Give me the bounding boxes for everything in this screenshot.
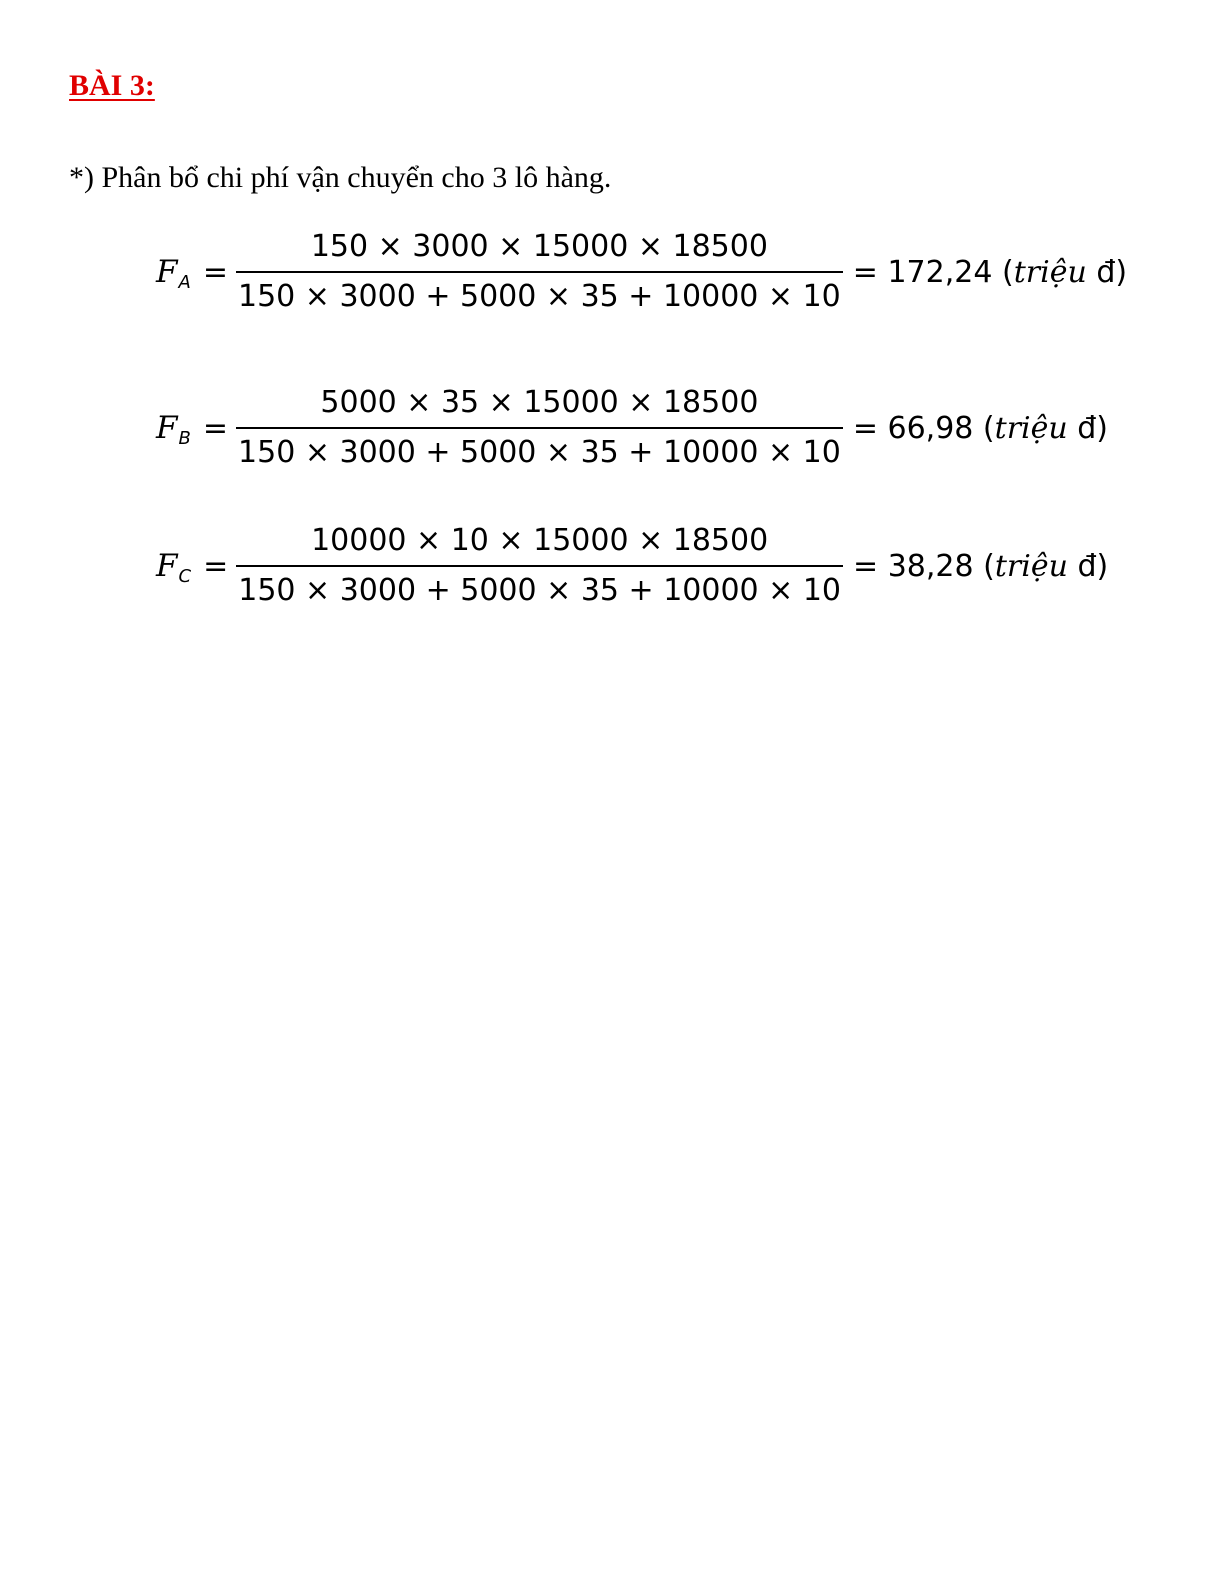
equation-lhs bbox=[156, 548, 192, 587]
fraction bbox=[236, 381, 843, 475]
numerator: 10000 × 10 × 15000 × 18500 bbox=[311, 523, 769, 558]
unit-word: triệu bbox=[994, 548, 1068, 584]
equation-fc bbox=[156, 516, 1108, 616]
fraction-bar bbox=[236, 271, 843, 273]
equation-fa bbox=[156, 222, 1127, 322]
variable: F bbox=[156, 410, 178, 446]
unit-currency: đ) bbox=[1077, 410, 1109, 446]
result-value: = 172,24 bbox=[852, 254, 993, 290]
result bbox=[853, 549, 1108, 584]
variable: F bbox=[156, 254, 178, 290]
numerator: 5000 × 35 × 15000 × 18500 bbox=[320, 385, 759, 420]
equation-fb bbox=[156, 378, 1108, 478]
unit-open: ( bbox=[983, 548, 995, 584]
result bbox=[853, 411, 1108, 446]
section-heading: BÀI 3: bbox=[69, 69, 155, 102]
denominator: 150 × 3000 + 5000 × 35 + 10000 × 10 bbox=[238, 435, 841, 470]
result bbox=[853, 255, 1127, 290]
equals-sign: = bbox=[203, 548, 229, 584]
unit-currency: đ) bbox=[1077, 548, 1109, 584]
variable-subscript: C bbox=[178, 565, 192, 587]
result-value: = 66,98 bbox=[852, 410, 974, 446]
numerator: 150 × 3000 × 15000 × 18500 bbox=[310, 229, 768, 264]
unit-open: ( bbox=[982, 410, 995, 446]
equation-lhs bbox=[156, 410, 191, 449]
unit-word: triệu bbox=[994, 410, 1068, 446]
fraction bbox=[236, 519, 843, 613]
fraction-bar bbox=[236, 565, 843, 567]
equals-sign: = bbox=[202, 254, 228, 290]
variable-subscript: B bbox=[178, 427, 191, 449]
unit-open: ( bbox=[1001, 254, 1014, 290]
intro-text: *) Phân bổ chi phí vận chuyển cho 3 lô hàng. bbox=[69, 161, 612, 194]
fraction-bar bbox=[236, 427, 843, 429]
variable: F bbox=[156, 548, 178, 584]
fraction bbox=[236, 225, 843, 319]
result-value: = 38,28 bbox=[853, 548, 974, 584]
variable-subscript: A bbox=[178, 271, 191, 293]
unit-word: triệu bbox=[1013, 254, 1087, 290]
equation-lhs bbox=[156, 254, 191, 293]
denominator: 150 × 3000 + 5000 × 35 + 10000 × 10 bbox=[237, 279, 841, 314]
unit-currency: đ) bbox=[1096, 254, 1128, 290]
denominator: 150 × 3000 + 5000 × 35 + 10000 × 10 bbox=[238, 573, 842, 608]
equals-sign: = bbox=[202, 410, 229, 446]
